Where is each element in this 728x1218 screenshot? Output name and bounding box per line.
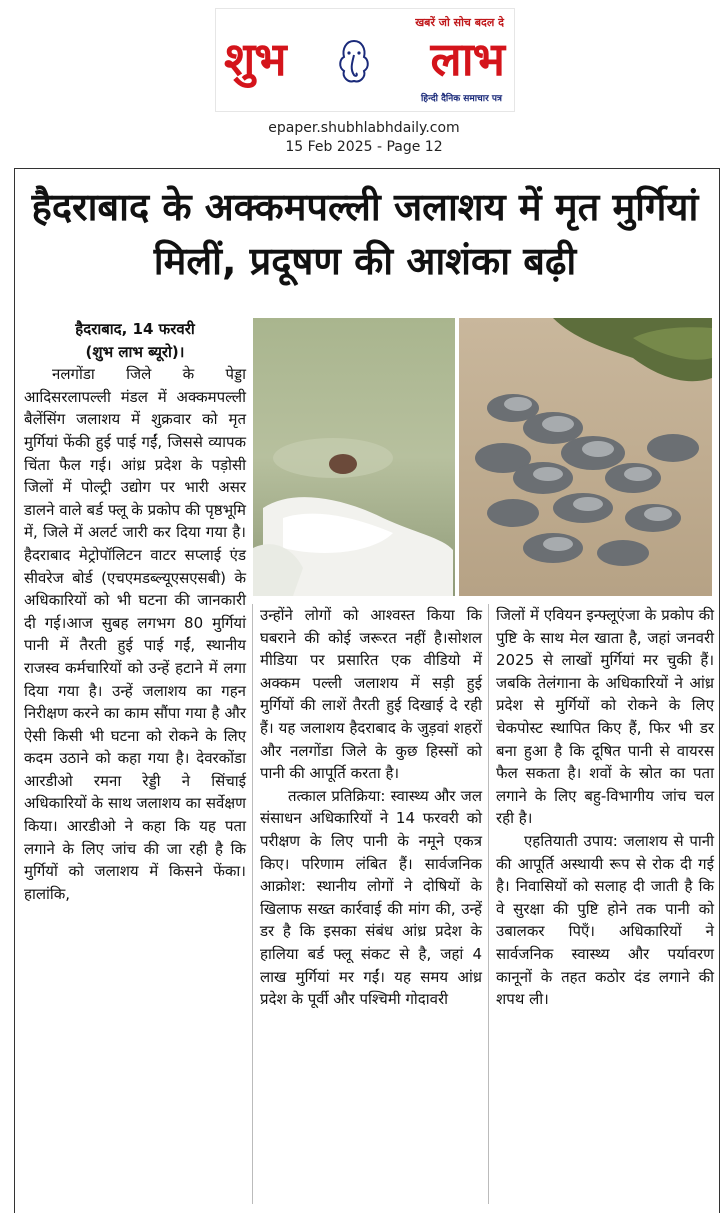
column-divider-2 xyxy=(488,604,489,1204)
headline-line-2: मिलीं, प्रदूषण की आशंका बढ़ी xyxy=(153,239,577,283)
logo-word-shubh: शुभ xyxy=(224,32,286,86)
column-2-paragraph-1: उन्होंने लोगों को आश्वस्त किया कि घबराने की कोई जरूरत नहीं है।सोशल मीडिया पर प्रसारित एक वीडियो में अक्कम पल्ली जलाशय में सड़ी हुई मुर्गियों की लाशें तैरती हुई दिखाई दे रही हैं। यह जलाशय हैदराबाद के जुड़वां शहरों और नलगोंडा जिले के कुछ हिस्सों को पानी की आपूर्ति करता है। xyxy=(260,606,482,783)
article-headline xyxy=(20,180,710,288)
article-photos xyxy=(253,318,712,596)
ganesha-icon xyxy=(334,37,374,85)
masthead-logo xyxy=(215,8,515,112)
masthead-tagline: खबरें जो सोच बदल दे xyxy=(415,16,504,29)
article-column-3 xyxy=(496,604,714,1011)
column-3-paragraph-1: जिलों में एवियन इन्फ्लूएंजा के प्रकोप की पुष्टि के साथ मेल खाता है, जहां जनवरी 2025 से लाखों मुर्गियां मर चुकी हैं। जबकि तेलंगाना के अधिकारियों ने आंध्र प्रदेश से मुर्गियों को रोकने के लिए चेकपोस्ट स्थापित किए हैं, फिर भी डर बना हुआ है कि दूषित पानी से वायरस फैल सकता है। शवों के स्रोत का पता लगाने के लिए बहु-विभागीय जांच चल रही है। xyxy=(496,606,714,828)
column-2-paragraph-2: तत्काल प्रतिक्रिया: स्वास्थ्य और जल संसाधन अधिकारियों ने 14 फरवरी को परीक्षण के लिए पानी के नमूने एकत्र किए। परिणाम लंबित हैं। सार्वजनिक आक्रोश: स्थानीय लोगों ने दोषियों के खिलाफ सख्त कार्रवाई की मांग की, उन्हें डर है कि इसका संबंध आंध्र प्रदेश के हालिया बर्ड फ्लू संकट से है, जहां 4 लाख मुर्गियां मर गईं। यह समय आंध्र प्रदेश के पूर्वी और पश्चिमी गोदावरी xyxy=(260,786,482,1009)
dateline-bureau: (शुभ लाभ ब्यूरो)। xyxy=(85,342,185,361)
article-column-1 xyxy=(24,318,246,905)
column-1-paragraph: नलगोंडा जिले के पेड्डा आदिसरलापल्ली मंडल में अक्कमपल्ली बैलेंसिंग जलाशय में शुक्रवार को मृत मुर्गियां फेंकी हुई पाई गईं, जिससे व्यापक चिंता फैल गई। आंध्र प्रदेश के पड़ोसी जिलों में पोल्ट्री उद्योग पर भारी असर डालने वाले बर्ड फ्लू के प्रकोप की पृष्ठभूमि में, जिले में अलर्ट जारी कर दिया गया है। हैदराबाद मेट्रोपॉलिटन वाटर सप्लाई एंड सीवरेज बोर्ड (एचएमडब्ल्यूएसएसबी) के अधिकारियों को भी घटना की जानकारी दी गई।आज सुबह लगभग 80 मुर्गियां पानी में तैरती हुई पाई गईं, स्थानीय राजस्व कर्मचारियों को उन्हें हटाने में लगा दिया गया है। उन्हें जलाशय का गहन निरीक्षण करने का काम सौंपा गया है और ऐसी किसी भी घटना को रोकने के लिए कदम उठाने को कहा गया है। देवरकोंडा आरडीओ रमना रेड्डी ने सिंचाई अधिकारियों के साथ जलाशय का सर्वेक्षण किया। आरडीओ ने कहा कि यह पता लगाने के लिए जांच की जा रही है कि मुर्गियों को जलाशय में किसने फेंका। हालांकि, xyxy=(24,365,246,903)
article-column-2 xyxy=(260,604,482,1011)
masthead-subtitle: हिन्दी दैनिक समाचार पत्र xyxy=(420,94,502,104)
dateline xyxy=(24,318,246,363)
headline-line-1: हैदराबाद के अक्कमपल्ली जलाशय में मृत मुर्गियां xyxy=(31,185,699,229)
epaper-url: epaper.shubhlabhdaily.com xyxy=(268,120,460,136)
dateline-place-date: हैदराबाद, 14 फरवरी xyxy=(75,320,195,338)
column-divider-1 xyxy=(252,604,253,1204)
dead-chickens-photo-collage xyxy=(253,318,712,596)
column-3-paragraph-2: एहतियाती उपाय: जलाशय से पानी की आपूर्ति अस्थायी रूप से रोक दी गई है। निवासियों को सलाह दी जाती है कि वे सुरक्षा की पुष्टि होने तक पानी को उबालकर पिएँ। अधिकारियों ने सार्वजनिक स्वास्थ्य और पर्यावरण कानूनों के तहत कठोर दंड लगाने की शपथ ली। xyxy=(496,831,714,1009)
logo-word-labh: लाभ xyxy=(430,32,504,86)
edition-date-page: 15 Feb 2025 - Page 12 xyxy=(285,139,443,155)
